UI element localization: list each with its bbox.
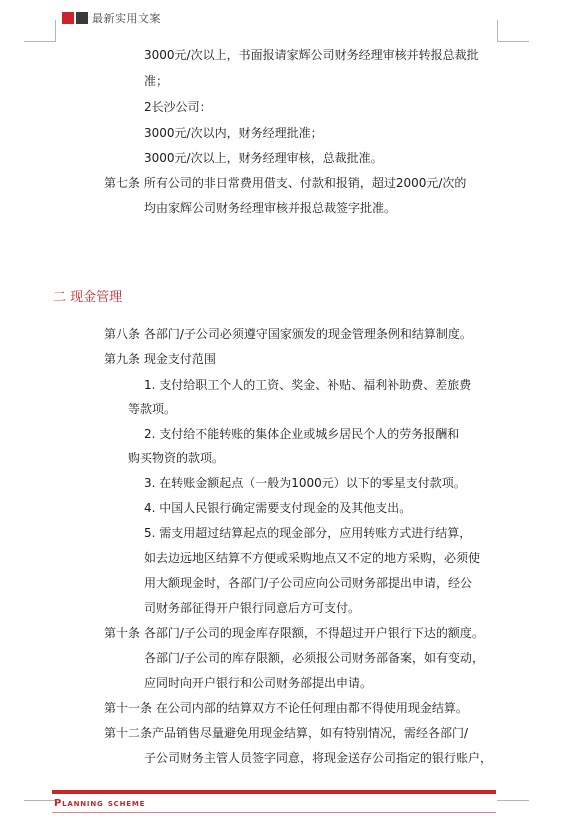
body-line: 如去边远地区结算不方便或采购地点又不定的地方采购，必须使: [144, 551, 481, 565]
body-line: 3000元/次以上，书面报请家辉公司财务经理审核并转报总裁批: [144, 48, 479, 62]
body-line: 子公司财务主管人员签字同意，将现金送存公司指定的银行账户，: [144, 751, 493, 765]
body-line: 5. 需支用超过结算起点的现金部分，应用转账方式进行结算，: [144, 526, 472, 540]
crop-mark: [497, 41, 529, 42]
body-line: 2长沙公司：: [144, 100, 212, 114]
body-line: 第九条 现金支付范围: [104, 352, 216, 366]
crop-mark: [497, 20, 498, 42]
body-line: 4. 中国人民银行确定需要支付现金的及其他支出。: [144, 501, 412, 515]
footer-text: Planning scheme: [54, 798, 146, 809]
body-line: 3. 在转账金额起点（一般为1000元）以下的零星支付款项。: [144, 476, 466, 490]
body-line: 第八条 各部门/子公司必须遵守国家颁发的现金管理条例和结算制度。: [104, 327, 472, 341]
body-line: 购买物资的款项。: [128, 451, 225, 465]
body-line: 第十条 各部门/子公司的现金库存限额，不得超过开户银行下达的额度。: [104, 626, 484, 640]
footer-crop-mark: [24, 800, 56, 801]
body-line: 司财务部征得开户银行同意后方可支付。: [144, 601, 361, 615]
body-line: 2. 支付给不能转账的集体企业或城乡居民个人的劳务报酬和: [144, 427, 460, 441]
body-line: 用大额现金时，各部门/子公司应向公司财务部提出申请，经公: [144, 576, 473, 590]
footer-crop-mark: [497, 800, 529, 801]
body-line: 第十一条 在公司内部的结算双方不论任何理由都不得使用现金结算。: [104, 701, 468, 715]
body-line: 等款项。: [128, 402, 177, 416]
header-square-dark: [76, 12, 88, 24]
body-line: 第十二条产品销售尽量避免用现金结算，如有特别情况，需经各部门/: [104, 726, 469, 740]
section-heading: 二 现金管理: [53, 290, 123, 305]
body-line: 各部门/子公司的库存限额，必须报公司财务部备案，如有变动，: [144, 651, 485, 665]
crop-mark: [24, 41, 56, 42]
header-square-red: [62, 12, 74, 24]
body-line: 应同时向开户银行和公司财务部提出申请。: [144, 676, 373, 690]
body-line: 第七条 所有公司的非日常费用借支、付款和报销，超过2000元/次的: [104, 176, 467, 190]
body-line: 1. 支付给职工个人的工资、奖金、补贴、福利补助费、差旅费: [144, 378, 472, 392]
footer-line: [52, 812, 496, 813]
body-line: 准；: [144, 74, 169, 88]
crop-mark: [55, 20, 56, 42]
body-line: 3000元/次以内，财务经理批准；: [144, 126, 323, 140]
footer-bar: [52, 790, 496, 794]
body-line: 均由家辉公司财务经理审核并报总裁签字批准。: [144, 201, 397, 215]
header-title: 最新实用文案: [92, 12, 161, 25]
body-line: 3000元/次以上，财务经理审核，总裁批准。: [144, 151, 383, 165]
